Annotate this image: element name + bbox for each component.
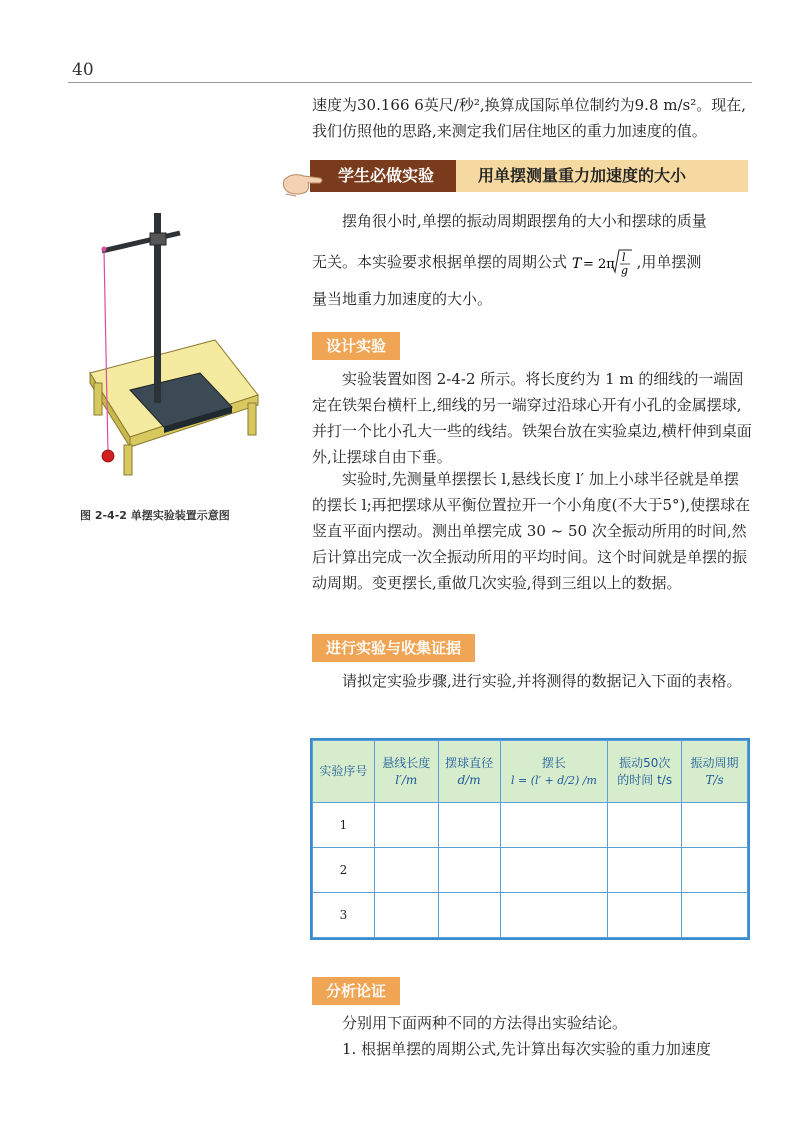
header-ball-diameter: [438, 741, 500, 803]
experiment-banner: [310, 160, 748, 192]
section-design-experiment: 设计实验: [312, 332, 400, 360]
table-cell: [682, 893, 748, 938]
row-index: 3: [313, 893, 375, 938]
header-period-label: 振动周期: [690, 755, 739, 770]
banner-title: 用单摆测量重力加速度的大小: [478, 166, 687, 185]
table-cell: [374, 848, 438, 893]
para-6: 1. 根据单摆的周期公式,先计算出每次实验的重力加速度: [342, 1040, 711, 1058]
header-ball-diameter-label: 摆球直径: [445, 755, 494, 770]
header-50-oscillations-unit: 的时间 t/s: [617, 772, 673, 787]
svg-text:T: T: [571, 256, 582, 272]
para-1-text-b: 无关。本实验要求根据单摆的周期公式: [312, 253, 568, 271]
page-number: 40: [72, 60, 94, 80]
table-row: [313, 803, 748, 848]
para-2: 实验装置如图 2-4-2 所示。将长度约为 1 m 的细线的一端固定在铁架台横杆上,细线的另一端穿过沿球心开有小孔的金属摆球,并打一个比小孔大一些的线结。铁架台放在实验桌边,横杆伸到桌面外,让摆球自由下垂。: [312, 370, 752, 466]
period-formula: [572, 247, 632, 279]
header-pendulum-length: [500, 741, 608, 803]
data-table: [310, 738, 750, 940]
table-row: [313, 848, 748, 893]
pointing-hand-icon: [282, 166, 326, 200]
table-cell: [682, 848, 748, 893]
svg-text:= 2π: = 2π: [582, 257, 615, 272]
banner-tag: 学生必做实验: [338, 166, 435, 185]
table-cell: [500, 893, 608, 938]
table-cell: [438, 848, 500, 893]
table-cell: [438, 803, 500, 848]
section-conduct-experiment: 进行实验与收集证据: [312, 634, 475, 662]
intro-line-2: 我们仿照他的思路,来测定我们居住地区的重力加速度的值。: [312, 122, 707, 140]
row-index: 2: [313, 848, 375, 893]
para-5: 分别用下面两种不同的方法得出实验结论。: [342, 1014, 628, 1032]
svg-text:g: g: [620, 264, 628, 277]
pendulum-apparatus-figure: [80, 205, 260, 480]
header-string-length-unit: l′/m: [395, 772, 418, 787]
intro-line-1: 速度为30.166 6英尺/秒²,换算成国际单位制约为9.8 m/s²。现在,: [312, 96, 747, 114]
table-cell: [438, 893, 500, 938]
header-string-length: [374, 741, 438, 803]
table-row: [313, 893, 748, 938]
para-3: 实验时,先测量单摆摆长 l,悬线长度 l′ 加上小球半径就是单摆的摆长 l;再把摆球从平衡位置拉开一个小角度(不大于5°),使摆球在竖直平面内摆动。测出单摆完成 30 ~ 50 次全振动所用的时间,然后计算出完成一次全振动所用的平均时间。这个时间就是单摆的振动周期。变更摆长,重做几次实验,得到三组以上的数据。: [312, 470, 751, 592]
para-1-line-1: 摆角很小时,单摆的振动周期跟摆角的大小和摆球的质量: [342, 212, 707, 230]
row-index: 1: [313, 803, 375, 848]
header-ball-diameter-unit: d/m: [457, 772, 481, 787]
table-cell: [374, 803, 438, 848]
header-rule: [68, 82, 752, 83]
header-50-oscillations-label: 振动50次: [619, 755, 671, 770]
header-pendulum-length-formula: l = (l′ + d/2) /m: [510, 773, 597, 787]
table-cell: [500, 848, 608, 893]
header-50-oscillations-time: [608, 741, 682, 803]
section-analysis: 分析论证: [312, 977, 400, 1005]
table-cell: [500, 803, 608, 848]
para-1-text-c: ,用单摆测: [636, 253, 702, 271]
para-4: 请拟定实验步骤,进行实验,并将测得的数据记入下面的表格。: [342, 672, 742, 690]
table-header-row: [313, 741, 748, 803]
table-cell: [374, 893, 438, 938]
header-pendulum-length-label: 摆长: [541, 755, 566, 770]
table-cell: [608, 893, 682, 938]
header-trial-no: 实验序号: [313, 741, 375, 803]
table-cell: [608, 848, 682, 893]
figure-caption: 图 2-4-2 单摆实验装置示意图: [80, 509, 230, 522]
para-1-line-3: 量当地重力加速度的大小。: [312, 290, 493, 308]
table-cell: [608, 803, 682, 848]
table-cell: [682, 803, 748, 848]
svg-text:l: l: [621, 251, 626, 264]
header-period: [682, 741, 748, 803]
header-string-length-label: 悬线长度: [382, 755, 431, 770]
header-period-unit: T/s: [705, 772, 724, 787]
para-1-line-2: [312, 246, 752, 278]
